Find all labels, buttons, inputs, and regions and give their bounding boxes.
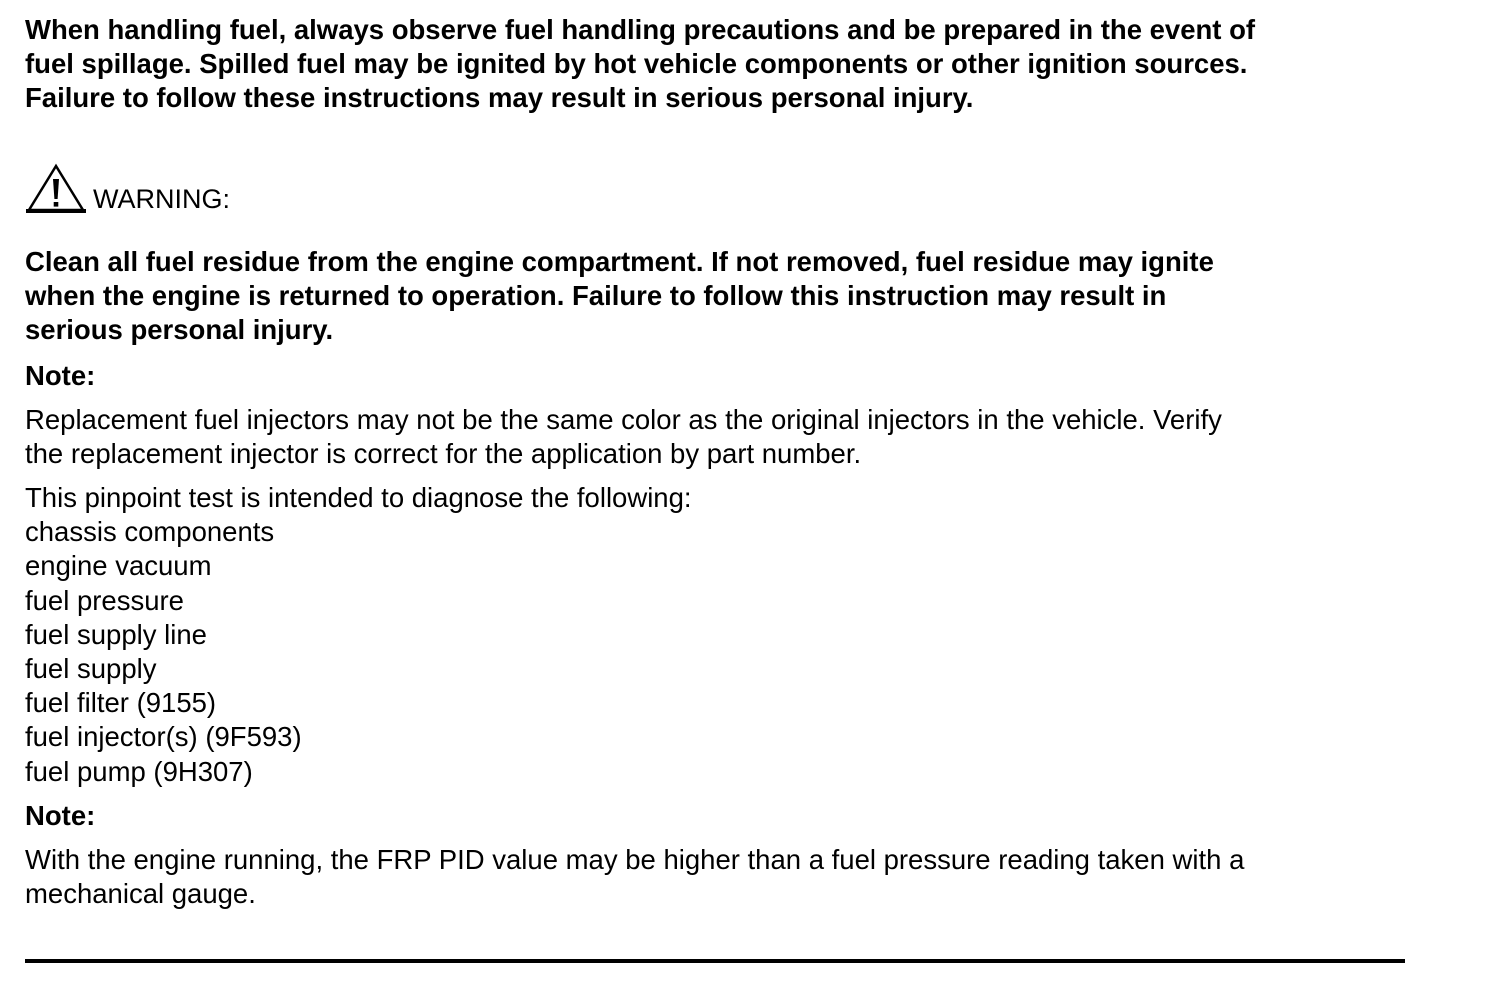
list-item: fuel supply line — [25, 618, 207, 650]
list-item: fuel pump (9H307) — [25, 755, 253, 787]
pinpoint-intro: This pinpoint test is intended to diagnose the following: — [25, 482, 692, 513]
list-item: engine vacuum — [25, 550, 212, 582]
warning-label: WARNING: — [93, 184, 230, 214]
note-line: mechanical gauge. — [25, 878, 256, 910]
note-text — [25, 843, 1415, 911]
warning-heading — [25, 155, 230, 215]
note-label: Note: — [25, 800, 96, 831]
list-item: fuel pressure — [25, 584, 184, 616]
warning-line: serious personal injury. — [25, 314, 334, 346]
warning-triangle-icon — [25, 163, 87, 215]
list-item: chassis components — [25, 516, 275, 548]
note-line: the replacement injector is correct for the application by part number. — [25, 438, 862, 470]
horizontal-rule — [25, 959, 1405, 963]
note-text — [25, 403, 1415, 471]
warning-text — [25, 245, 1415, 348]
caution-line: When handling fuel, always observe fuel handling precautions and be prepared in the event of — [25, 14, 1256, 45]
pinpoint-test-list — [25, 481, 1415, 789]
warning-line: when the engine is returned to operation. Failure to follow this instruction may result in — [25, 280, 1167, 312]
note-line: With the engine running, the FRP PID value may be higher than a fuel pressure reading taken with a — [25, 844, 1245, 875]
note-label: Note: — [25, 360, 96, 391]
caution-paragraph — [25, 13, 1415, 116]
list-item: fuel injector(s) (9F593) — [25, 721, 302, 753]
caution-line: Failure to follow these instructions may result in serious personal injury. — [25, 82, 974, 114]
caution-line: fuel spillage. Spilled fuel may be ignited by hot vehicle components or other ignition sources. — [25, 48, 1248, 80]
list-item: fuel supply — [25, 653, 157, 685]
list-item: fuel filter (9155) — [25, 687, 217, 719]
warning-line: Clean all fuel residue from the engine compartment. If not removed, fuel residue may ignite — [25, 246, 1214, 277]
note-line: Replacement fuel injectors may not be the same color as the original injectors in the vehicle. Verify — [25, 404, 1222, 435]
